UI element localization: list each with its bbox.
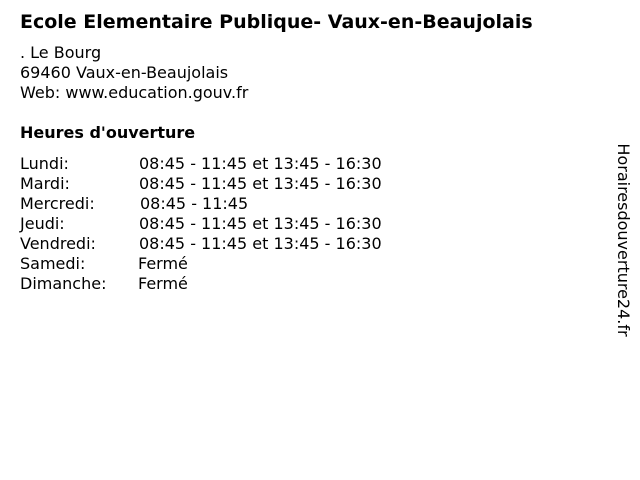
hours-value: Fermé	[138, 274, 188, 293]
day-label: Jeudi:	[20, 214, 65, 233]
hours-value: 08:45 - 11:45 et 13:45 - 16:30	[139, 174, 382, 193]
hours-value: 08:45 - 11:45 et 13:45 - 16:30	[139, 234, 382, 253]
address-street: . Le Bourg	[20, 43, 102, 62]
day-label: Samedi:	[20, 254, 86, 273]
address-city: 69460 Vaux-en-Beaujolais	[20, 63, 229, 82]
hours-value: 08:45 - 11:45	[140, 194, 249, 213]
day-label: Mardi:	[20, 174, 70, 193]
hours-value: Fermé	[138, 254, 188, 273]
day-label: Dimanche:	[20, 274, 107, 293]
hours-value: 08:45 - 11:45 et 13:45 - 16:30	[139, 214, 382, 233]
day-label: Vendredi:	[20, 234, 96, 253]
page-title: Ecole Elementaire Publique- Vaux-en-Beaujolais	[20, 11, 533, 33]
hours-heading: Heures d'ouverture	[20, 123, 196, 142]
site-watermark: Horairesdouverture24.fr	[614, 143, 633, 337]
day-label: Lundi:	[20, 154, 69, 173]
hours-value: 08:45 - 11:45 et 13:45 - 16:30	[139, 154, 382, 173]
address-web: Web: www.education.gouv.fr	[20, 83, 249, 102]
day-label: Mercredi:	[20, 194, 95, 213]
address-block	[20, 43, 248, 103]
